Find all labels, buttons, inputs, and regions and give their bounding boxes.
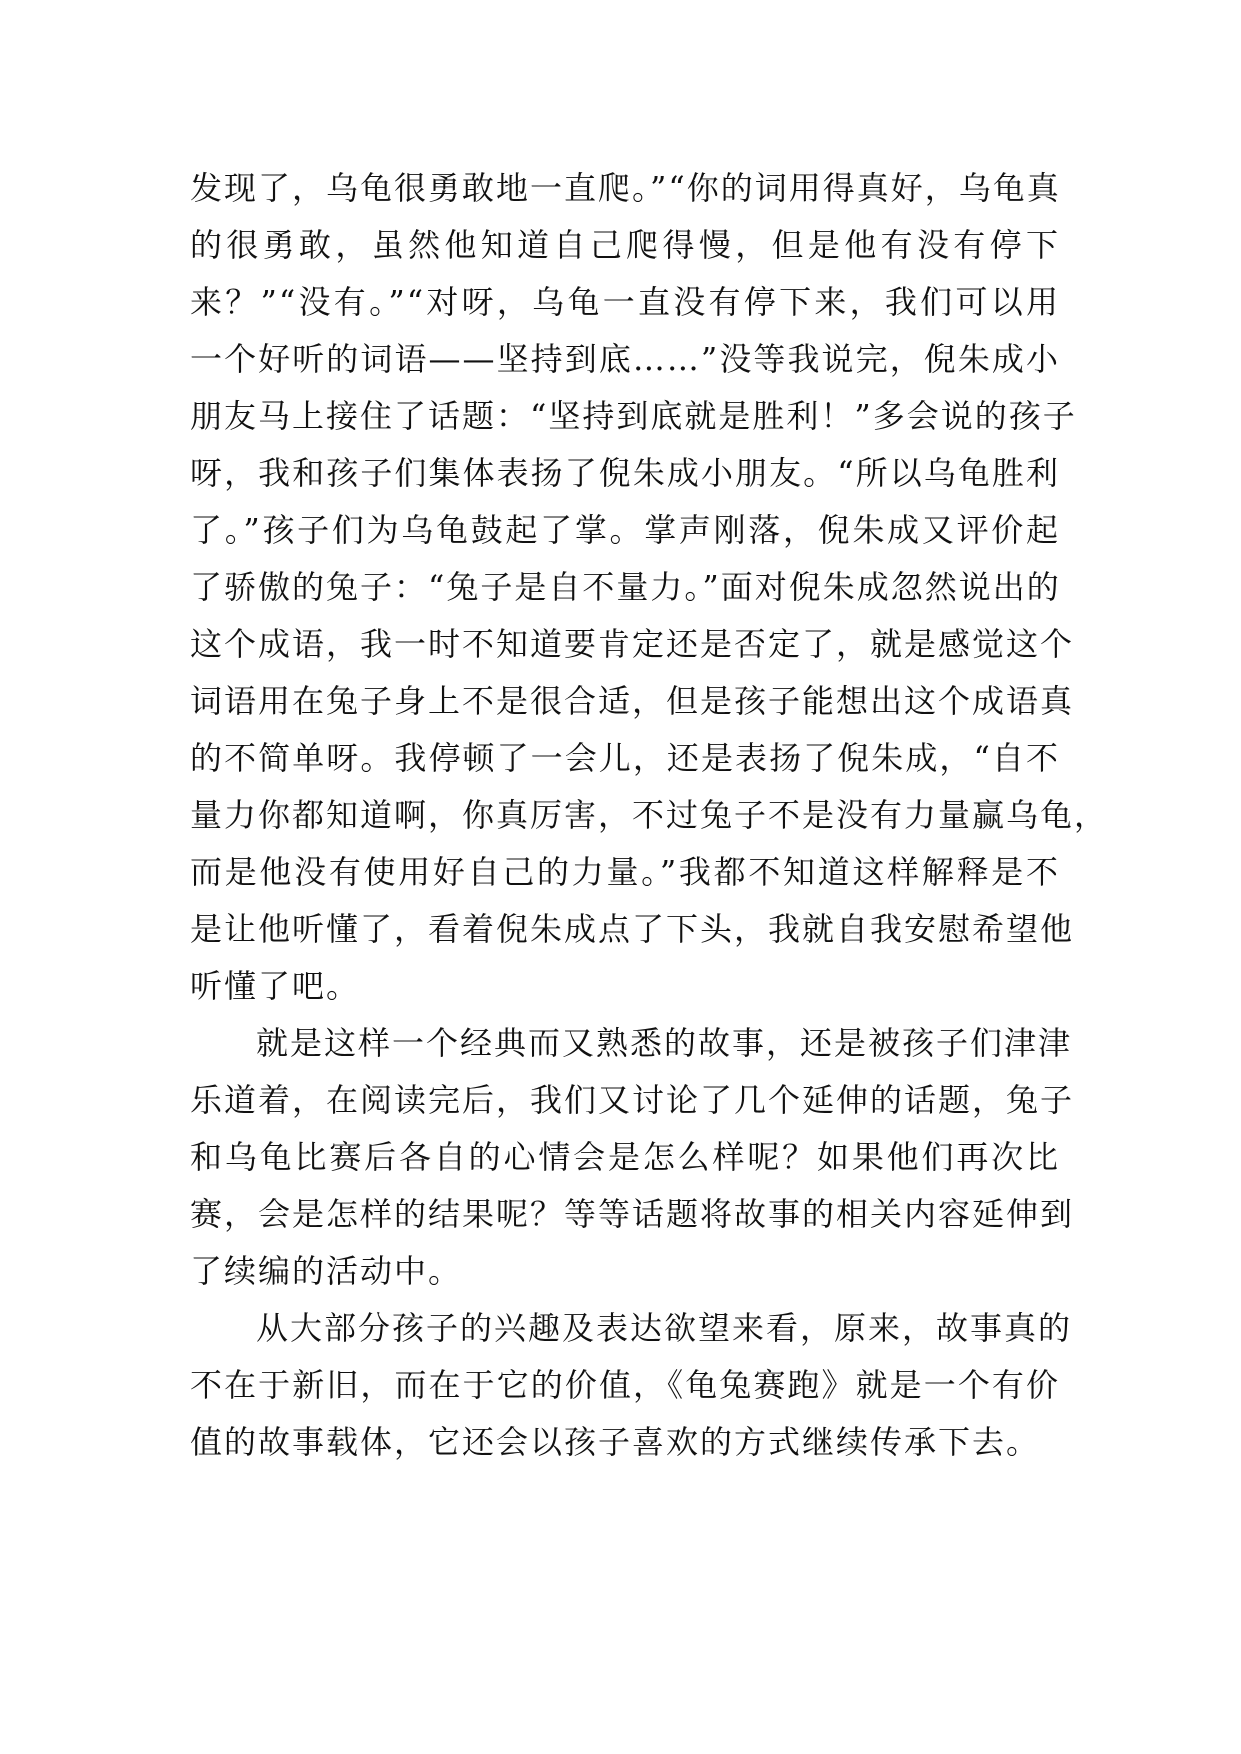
- text-line: 词语用在兔子身上不是很合适，但是孩子能想出这个成语真: [190, 682, 1075, 720]
- text-line: 不在于新旧，而在于它的价值，《龟兔赛跑》就是一个有价: [190, 1366, 1060, 1404]
- text-line: 和乌龟比赛后各自的心情会是怎么样呢？如果他们再次比: [190, 1138, 1060, 1176]
- text-line: 而是他没有使用好自己的力量。”我都不知道这样解释是不: [190, 853, 1060, 891]
- body-text: [190, 160, 1109, 1471]
- text-line: 了续编的活动中。: [190, 1252, 463, 1290]
- text-line: 呀，我和孩子们集体表扬了倪朱成小朋友。“所以乌龟胜利: [190, 454, 1060, 492]
- text-line: 来？”“没有。”“对呀，乌龟一直没有停下来，我们可以用: [190, 283, 1060, 321]
- text-line: 的很勇敢，虽然他知道自己爬得慢，但是他有没有停下: [190, 226, 1060, 264]
- text-line: 了骄傲的兔子：“兔子是自不量力。”面对倪朱成忽然说出的: [190, 568, 1061, 606]
- text-line: 朋友马上接住了话题：“坚持到底就是胜利！”多会说的孩子: [190, 397, 1077, 435]
- text-line: 乐道着，在阅读完后，我们又讨论了几个延伸的话题，兔子: [190, 1081, 1075, 1119]
- text-line: 从大部分孩子的兴趣及表达欲望来看，原来，故事真的: [256, 1309, 1073, 1347]
- text-line: 一个好听的词语——坚持到底……”没等我说完，倪朱成小: [190, 340, 1060, 378]
- text-line: 发现了，乌龟很勇敢地一直爬。”“你的词用得真好，乌龟真: [190, 169, 1061, 207]
- paragraph-3: [190, 1300, 1073, 1471]
- text-line: 是让他听懂了，看着倪朱成点了下头，我就自我安慰希望他: [190, 910, 1075, 948]
- text-line: 赛，会是怎样的结果呢？等等话题将故事的相关内容延伸到: [190, 1195, 1075, 1233]
- text-line: 听懂了吧。: [190, 967, 361, 1005]
- text-line: 量力你都知道啊，你真厉害，不过兔子不是没有力量赢乌龟，: [190, 796, 1109, 834]
- paragraph-2: [190, 1015, 1075, 1300]
- text-line: 的不简单呀。我停顿了一会儿，还是表扬了倪朱成，“自不: [190, 739, 1060, 777]
- text-line: 值的故事载体，它还会以孩子喜欢的方式继续传承下去。: [190, 1423, 1041, 1461]
- text-line: 就是这样一个经典而又熟悉的故事，还是被孩子们津津: [256, 1024, 1073, 1062]
- text-line: 这个成语，我一时不知道要肯定还是否定了，就是感觉这个: [190, 625, 1075, 663]
- text-line: 了。”孩子们为乌龟鼓起了掌。掌声刚落，倪朱成又评价起: [190, 511, 1060, 549]
- paragraph-1: [190, 160, 1109, 1015]
